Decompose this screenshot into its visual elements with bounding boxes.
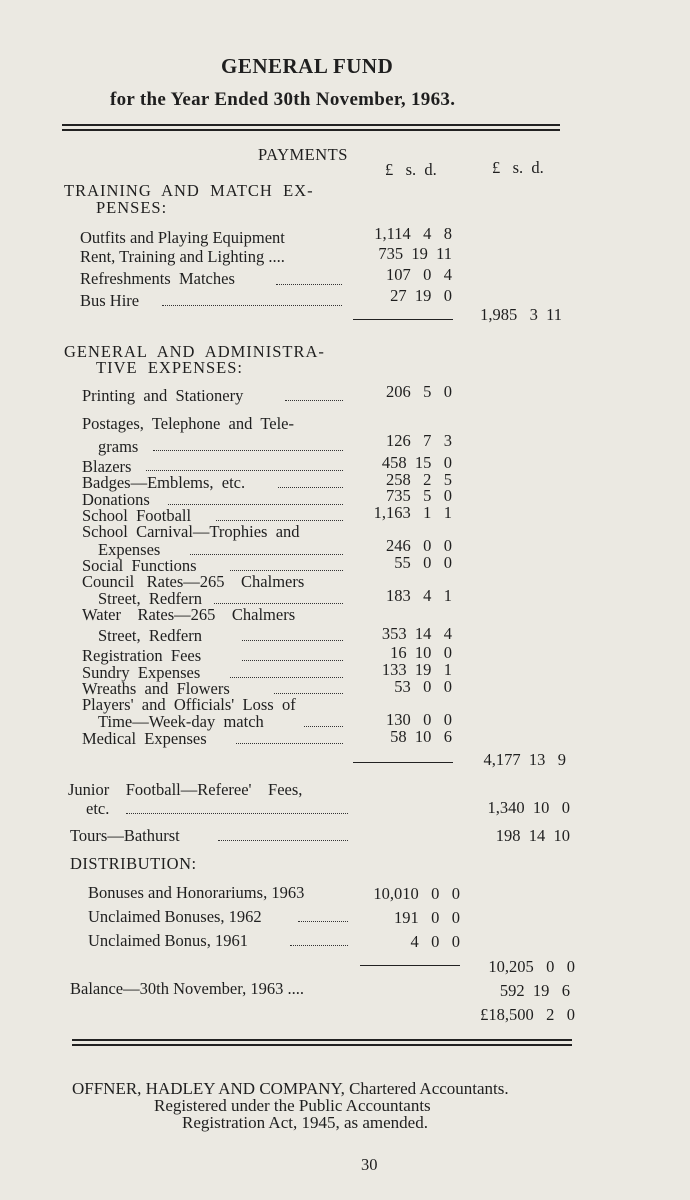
- leader-dots: [274, 693, 343, 694]
- subtotal-rule: [360, 965, 460, 966]
- training-item-label: Bus Hire: [80, 291, 140, 310]
- general-item-label: Sundry Expenses: [82, 663, 201, 682]
- general-item-amount: 133 19 1: [381, 660, 452, 679]
- leader-dots: [153, 450, 343, 451]
- header-double-rule: [62, 124, 560, 131]
- distribution-item-amount: 10,010 0 0: [373, 884, 460, 903]
- general-item-label: Expenses: [98, 540, 161, 559]
- leader-dots: [126, 813, 348, 814]
- general-heading-cont: TIVE EXPENSES:: [96, 358, 243, 377]
- training-total: 1,985 3 11: [480, 305, 562, 324]
- general-item-amount: 258 2 5: [386, 470, 452, 489]
- general-total: 4,177 13 9: [483, 750, 566, 769]
- subtotal-rule: [353, 319, 453, 320]
- page-number: 30: [361, 1155, 378, 1174]
- balance-amount: 592 19 6: [499, 981, 570, 1000]
- general-item-amount: 183 4 1: [386, 586, 452, 605]
- column-heading-1: £ s. d.: [385, 160, 437, 179]
- leader-dots: [214, 603, 343, 604]
- general-heading: GENERAL AND ADMINISTRA-: [64, 342, 325, 361]
- leader-dots: [278, 487, 343, 488]
- distribution-item-label: Unclaimed Bonuses, 1962: [88, 907, 262, 926]
- training-item-amount: 27 19 0: [390, 286, 452, 305]
- distribution-item-label: Bonuses and Honorariums, 1963: [88, 883, 305, 902]
- leader-dots: [290, 945, 348, 946]
- general-item-amount: 1,163 1 1: [373, 503, 452, 522]
- leader-dots: [236, 743, 343, 744]
- junior-label: Junior Football—Referee' Fees,: [68, 780, 303, 799]
- general-item-label: Street, Redfern: [98, 626, 203, 645]
- general-item-amount: 53 0 0: [394, 677, 452, 696]
- footer-double-rule: [72, 1039, 572, 1046]
- leader-dots: [298, 921, 348, 922]
- general-item-label: Donations: [82, 490, 150, 509]
- general-item-amount: 353 14 4: [381, 624, 452, 643]
- auditor-registration-act: Registration Act, 1945, as amended.: [182, 1113, 428, 1132]
- junior-amount: 1,340 10 0: [487, 798, 570, 817]
- auditor-registration: Registered under the Public Accountants: [154, 1096, 431, 1115]
- training-item-amount: 107 0 4: [386, 265, 452, 284]
- general-item-amount: 246 0 0: [386, 536, 452, 555]
- distribution-heading: DISTRIBUTION:: [70, 854, 197, 873]
- leader-dots: [304, 726, 343, 727]
- page-subtitle: for the Year Ended 30th November, 1963.: [110, 89, 456, 110]
- general-item-label: Street, Redfern: [98, 589, 203, 608]
- general-item-label: Time—Week-day match: [98, 712, 264, 731]
- tours-label: Tours—Bathurst: [70, 826, 180, 845]
- subtotal-rule: [353, 762, 453, 763]
- leader-dots: [276, 284, 342, 285]
- tours-amount: 198 14 10: [495, 826, 570, 845]
- general-item-amount: 735 5 0: [386, 486, 452, 505]
- distribution-total: 10,205 0 0: [488, 957, 575, 976]
- general-item-label: grams: [98, 437, 139, 456]
- balance-label: Balance—30th November, 1963 ....: [70, 979, 304, 998]
- general-item-label: Social Functions: [82, 556, 197, 575]
- general-item-amount: 16 10 0: [390, 643, 452, 662]
- general-item-amount: 130 0 0: [386, 710, 452, 729]
- leader-dots: [168, 504, 343, 505]
- general-item-label: Badges—Emblems, etc.: [82, 473, 246, 492]
- general-item-label: Blazers: [82, 457, 132, 476]
- leader-dots: [285, 400, 343, 401]
- leader-dots: [162, 305, 342, 306]
- general-item-label: Water Rates—265 Chalmers: [82, 605, 296, 624]
- general-item-amount: 206 5 0: [386, 382, 452, 401]
- distribution-item-amount: 191 0 0: [394, 908, 460, 927]
- leader-dots: [242, 660, 343, 661]
- general-item-label: Printing and Stationery: [82, 386, 244, 405]
- training-item-label: Outfits and Playing Equipment: [80, 228, 285, 247]
- leader-dots: [190, 554, 343, 555]
- distribution-item-label: Unclaimed Bonus, 1961: [88, 931, 248, 950]
- training-item-amount: 1,114 4 8: [374, 224, 452, 243]
- general-item-label: Postages, Telephone and Tele-: [82, 414, 294, 433]
- general-item-label: School Carnival—Trophies and: [82, 522, 300, 541]
- training-heading-cont: PENSES:: [96, 198, 168, 217]
- page-title: GENERAL FUND: [221, 54, 394, 78]
- training-item-label: Refreshments Matches: [80, 269, 235, 288]
- column-heading-2: £ s. d.: [492, 158, 544, 177]
- training-heading: TRAINING AND MATCH EX-: [64, 181, 314, 200]
- general-item-amount: 58 10 6: [390, 727, 452, 746]
- payments-heading: PAYMENTS: [258, 145, 348, 164]
- training-item-amount: 735 19 11: [378, 244, 452, 263]
- general-item-label: Registration Fees: [82, 646, 202, 665]
- leader-dots: [218, 840, 348, 841]
- general-item-label: Wreaths and Flowers: [82, 679, 230, 698]
- general-item-label: Medical Expenses: [82, 729, 207, 748]
- training-item-label: Rent, Training and Lighting ....: [80, 247, 285, 266]
- general-item-amount: 55 0 0: [394, 553, 452, 572]
- leader-dots: [230, 570, 343, 571]
- general-item-amount: 458 15 0: [381, 453, 452, 472]
- distribution-item-amount: 4 0 0: [410, 932, 460, 951]
- general-item-label: School Football: [82, 506, 192, 525]
- auditor-name: OFFNER, HADLEY AND COMPANY, Chartered Accountants.: [72, 1079, 509, 1098]
- general-item-label: Council Rates—265 Chalmers: [82, 572, 305, 591]
- grand-total: £18,500 2 0: [480, 1005, 575, 1024]
- junior-label-cont: etc.: [86, 799, 110, 818]
- leader-dots: [146, 470, 343, 471]
- general-item-amount: 126 7 3: [386, 431, 452, 450]
- leader-dots: [230, 677, 343, 678]
- leader-dots: [216, 520, 343, 521]
- leader-dots: [242, 640, 343, 641]
- general-item-label: Players' and Officials' Loss of: [82, 695, 296, 714]
